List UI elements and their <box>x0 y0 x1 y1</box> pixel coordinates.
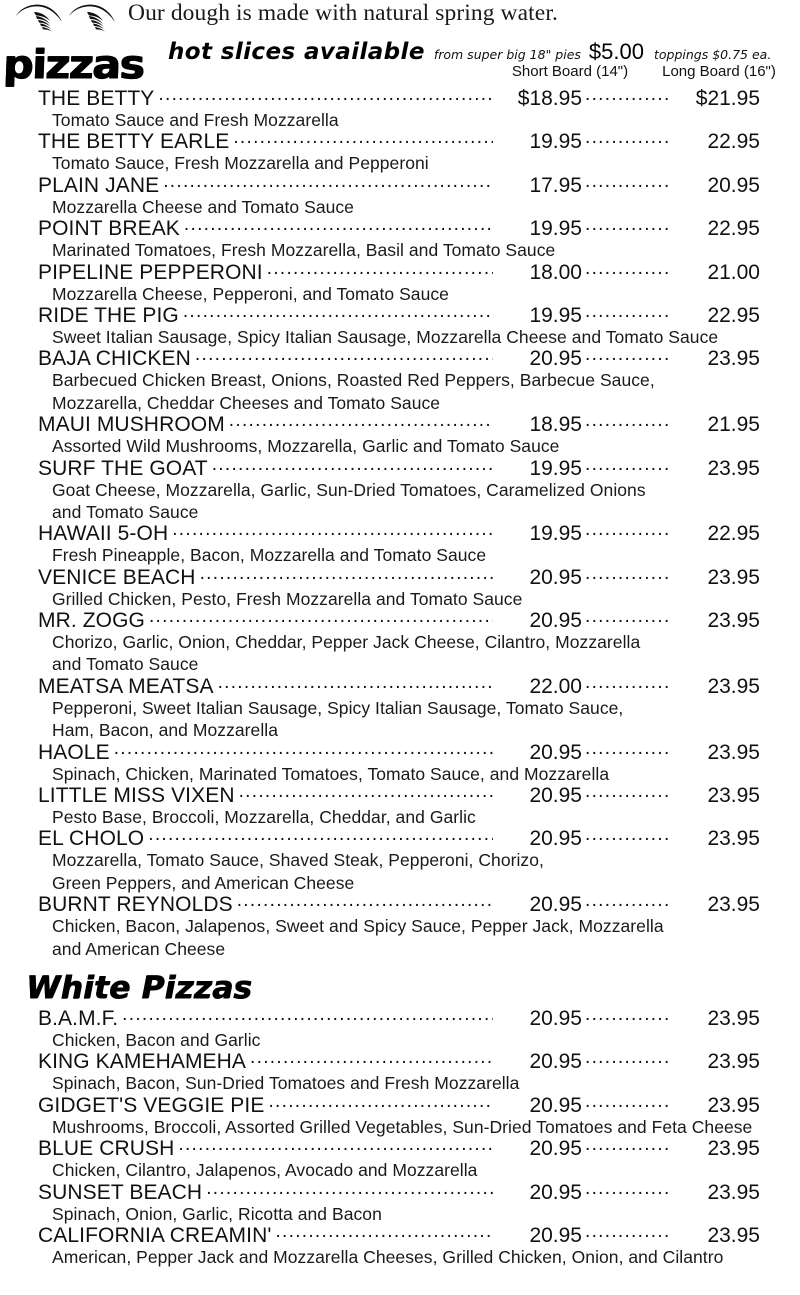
dot-leader <box>585 1183 671 1199</box>
menu-item-line <box>0 218 800 239</box>
dot-leader <box>585 1226 671 1242</box>
price-short-board: 19.95 <box>529 303 582 327</box>
menu-item <box>0 894 800 960</box>
menu-item <box>0 676 800 742</box>
price-short-board: 20.95 <box>529 347 582 371</box>
dot-leader <box>178 1139 493 1155</box>
description-line: and Tomato Sauce <box>52 501 199 522</box>
description-line: Grilled Chicken, Pesto, Fresh Mozzarella and Tomato Sauce <box>52 588 523 609</box>
price-short-board: $18.95 <box>517 87 582 110</box>
menu-item-name: THE BETTY EARLE <box>38 130 230 154</box>
hot-slices-headline: hot slices available <box>168 39 425 65</box>
dot-leader <box>237 895 493 911</box>
dot-leader <box>267 263 493 279</box>
dot-leader <box>239 786 493 802</box>
dot-leader <box>172 524 493 540</box>
menu-item-description <box>0 763 800 785</box>
section-title-row <box>0 42 800 88</box>
menu-item <box>0 1138 800 1181</box>
menu-item-line <box>0 828 800 849</box>
column-header-short-board: Short Board (14") <box>511 62 629 80</box>
price-short-board: 18.00 <box>529 260 582 284</box>
menu-item <box>0 348 800 414</box>
dot-leader <box>585 743 671 759</box>
price-long-board: 22.95 <box>707 130 760 154</box>
menu-item-name: MR. ZOGG <box>38 609 145 633</box>
price-long-board: 22.95 <box>707 522 760 546</box>
menu-item-line <box>0 262 800 283</box>
menu-item-line <box>0 175 800 196</box>
dot-leader <box>229 415 493 431</box>
double-wave-icon <box>14 3 122 33</box>
menu-item-name: LITTLE MISS VIXEN <box>38 784 235 808</box>
menu-item-description <box>0 239 800 261</box>
menu-item-description <box>0 1116 800 1138</box>
menu-item-description <box>0 196 800 218</box>
menu-item-name: PLAIN JANE <box>38 173 160 197</box>
menu-header <box>0 0 800 88</box>
dot-leader <box>275 1226 493 1242</box>
menu-item <box>0 175 800 218</box>
description-line: and American Cheese <box>52 938 226 959</box>
price-long-board: 23.95 <box>707 740 760 764</box>
menu-item-name: B.A.M.F. <box>38 1006 119 1030</box>
dot-leader <box>585 132 671 148</box>
price-short-board: 20.95 <box>529 565 582 589</box>
dot-leader <box>585 263 671 279</box>
dot-leader <box>122 1009 493 1025</box>
menu-item-name: THE BETTY <box>38 87 155 110</box>
menu-item-description <box>0 1203 800 1225</box>
menu-item-line <box>0 894 800 915</box>
dot-leader <box>585 568 671 584</box>
menu-item-name: SUNSET BEACH <box>38 1180 203 1204</box>
price-short-board: 20.95 <box>529 609 582 633</box>
dot-leader <box>585 89 671 105</box>
menu-item-line <box>0 414 800 435</box>
description-line: Chorizo, Garlic, Onion, Cheddar, Pepper Jack Cheese, Cilantro, Mozzarella <box>52 632 641 653</box>
menu-item-description <box>0 109 800 131</box>
description-line: Green Peppers, and American Cheese <box>52 872 355 893</box>
description-line: Mozzarella, Cheddar Cheeses and Tomato Sauce <box>52 392 441 413</box>
menu-item-name: CALIFORNIA CREAMIN' <box>38 1223 272 1247</box>
menu-item-description <box>0 369 800 414</box>
price-short-board: 17.95 <box>529 173 582 197</box>
price-long-board: 23.95 <box>707 347 760 371</box>
dot-leader <box>585 611 671 627</box>
menu-item <box>0 414 800 457</box>
description-line: Ham, Bacon, and Mozzarella <box>52 720 278 741</box>
menu-item <box>0 218 800 261</box>
menu-item-line <box>0 1138 800 1159</box>
dot-leader <box>184 219 493 235</box>
price-short-board: 19.95 <box>529 522 582 546</box>
price-long-board: $21.95 <box>695 87 760 110</box>
description-line: Chicken, Bacon and Garlic <box>52 1029 261 1050</box>
white-pizzas-list <box>0 1008 800 1268</box>
menu-item-description <box>0 544 800 566</box>
price-long-board: 23.95 <box>707 784 760 808</box>
menu-item-description <box>0 283 800 305</box>
dot-leader <box>585 677 671 693</box>
menu-item <box>0 305 800 348</box>
price-short-board: 19.95 <box>529 217 582 241</box>
menu-item-line <box>0 458 800 479</box>
description-line: Chicken, Cilantro, Jalapenos, Avocado and Mozzarella <box>52 1160 478 1181</box>
dot-leader <box>163 176 493 192</box>
menu-item-description <box>0 1246 800 1268</box>
dot-leader <box>585 1139 671 1155</box>
menu-item-name: EL CHOLO <box>38 827 145 851</box>
menu-item-line <box>0 567 800 588</box>
menu-item-line <box>0 676 800 697</box>
menu-item-name: KING KAMEHAMEHA <box>38 1050 247 1074</box>
price-long-board: 23.95 <box>707 456 760 480</box>
description-line: and Tomato Sauce <box>52 654 199 675</box>
price-long-board: 23.95 <box>707 827 760 851</box>
menu-item-line <box>0 1225 800 1246</box>
menu-item-description <box>0 1029 800 1051</box>
menu-item-description <box>0 849 800 894</box>
description-line: Mushrooms, Broccoli, Assorted Grilled Vegetables, Sun-Dried Tomatoes and Feta Cheese <box>52 1116 753 1137</box>
dot-leader <box>206 1183 493 1199</box>
price-short-board: 19.95 <box>529 456 582 480</box>
price-long-board: 22.95 <box>707 303 760 327</box>
description-line: Barbecued Chicken Breast, Onions, Roasted Red Peppers, Barbecue Sauce, <box>52 370 655 391</box>
menu-item-description <box>0 806 800 828</box>
description-line: Spinach, Onion, Garlic, Ricotta and Bacon <box>52 1203 382 1224</box>
dot-leader <box>114 743 493 759</box>
menu-item <box>0 1095 800 1138</box>
menu-item-line <box>0 88 800 109</box>
price-short-board: 20.95 <box>529 1223 582 1247</box>
description-line: Marinated Tomatoes, Fresh Mozzarella, Basil and Tomato Sauce <box>52 240 556 261</box>
price-long-board: 23.95 <box>707 609 760 633</box>
menu-item <box>0 785 800 828</box>
price-long-board: 23.95 <box>707 674 760 698</box>
menu-item-name: BURNT REYNOLDS <box>38 893 233 917</box>
description-line: Spinach, Bacon, Sun-Dried Tomatoes and Fresh Mozzarella <box>52 1073 520 1094</box>
page-title: pizzas <box>1 42 145 88</box>
menu-item-name: BAJA CHICKEN <box>38 347 191 371</box>
menu-item-name: PIPELINE PEPPERONI <box>38 260 263 284</box>
price-long-board: 23.95 <box>707 893 760 917</box>
price-long-board: 22.95 <box>707 217 760 241</box>
dot-leader <box>585 306 671 322</box>
price-long-board: 23.95 <box>707 565 760 589</box>
menu-item-name: MAUI MUSHROOM <box>38 413 225 437</box>
menu-item <box>0 1051 800 1094</box>
dot-leader <box>148 829 493 845</box>
dot-leader <box>585 349 671 365</box>
price-short-board: 20.95 <box>529 1137 582 1161</box>
description-line: Chicken, Bacon, Jalapenos, Sweet and Spicy Sauce, Pepper Jack, Mozzarella <box>52 916 664 937</box>
menu-item <box>0 1008 800 1051</box>
menu-item-line <box>0 1008 800 1029</box>
menu-item-line <box>0 305 800 326</box>
price-long-board: 23.95 <box>707 1137 760 1161</box>
toppings-price: toppings $0.75 ea. <box>653 47 772 62</box>
description-line: Mozzarella, Tomato Sauce, Shaved Steak, Pepperoni, Chorizo, <box>52 850 544 871</box>
tagline-row <box>0 0 800 33</box>
dot-leader <box>585 1052 671 1068</box>
dot-leader <box>149 611 493 627</box>
menu-item <box>0 523 800 566</box>
menu-item-name: SURF THE GOAT <box>38 456 208 480</box>
dot-leader <box>585 786 671 802</box>
price-long-board: 23.95 <box>707 1006 760 1030</box>
menu-item-description <box>0 697 800 742</box>
dot-leader <box>585 524 671 540</box>
menu-item-name: BLUE CRUSH <box>38 1137 175 1161</box>
menu-item <box>0 131 800 174</box>
dot-leader <box>233 132 493 148</box>
description-line: Pesto Base, Broccoli, Mozzarella, Cheddar, and Garlic <box>52 807 476 828</box>
menu-item <box>0 1182 800 1225</box>
menu-item-name: HAOLE <box>38 740 110 764</box>
price-long-board: 21.00 <box>707 260 760 284</box>
price-long-board: 23.95 <box>707 1223 760 1247</box>
menu-item-line <box>0 1051 800 1072</box>
tagline-text: Our dough is made with natural spring water. <box>128 0 558 26</box>
menu-item-line <box>0 610 800 631</box>
price-long-board: 21.95 <box>707 413 760 437</box>
menu-item <box>0 262 800 305</box>
menu-item-line <box>0 348 800 369</box>
menu-item-description <box>0 1072 800 1094</box>
dot-leader <box>250 1052 493 1068</box>
menu-item <box>0 458 800 524</box>
dot-leader <box>183 306 493 322</box>
menu-item-line <box>0 131 800 152</box>
menu-item-name: MEATSA MEATSA <box>38 674 214 698</box>
menu-item <box>0 610 800 676</box>
price-short-board: 20.95 <box>529 1006 582 1030</box>
description-line: Tomato Sauce and Fresh Mozzarella <box>52 110 339 130</box>
description-line: Sweet Italian Sausage, Spicy Italian Sausage, Mozzarella Cheese and Tomato Sauce <box>52 326 719 347</box>
hot-slices-subtext: from super big 18" pies <box>433 47 581 62</box>
menu-item-line <box>0 742 800 763</box>
white-pizzas-heading: White Pizzas <box>26 969 252 1006</box>
price-short-board: 19.95 <box>529 130 582 154</box>
menu-item-line <box>0 523 800 544</box>
description-line: Spinach, Chicken, Marinated Tomatoes, Tomato Sauce, and Mozzarella <box>52 763 610 784</box>
dot-leader <box>585 415 671 431</box>
dot-leader <box>195 349 493 365</box>
hot-slices-price: $5.00 <box>588 39 644 64</box>
menu-item-description <box>0 435 800 457</box>
pizzas-list <box>0 88 800 960</box>
menu-item <box>0 1225 800 1268</box>
menu-item-name: HAWAII 5-OH <box>38 522 169 546</box>
price-short-board: 20.95 <box>529 1050 582 1074</box>
price-short-board: 20.95 <box>529 1093 582 1117</box>
menu-item-line <box>0 1095 800 1116</box>
dot-leader <box>585 176 671 192</box>
menu-item-description <box>0 152 800 174</box>
dot-leader <box>218 677 493 693</box>
menu-item <box>0 742 800 785</box>
price-long-board: 23.95 <box>707 1180 760 1204</box>
dot-leader <box>585 459 671 475</box>
price-short-board: 20.95 <box>529 1180 582 1204</box>
price-short-board: 20.95 <box>529 740 582 764</box>
price-long-board: 20.95 <box>707 173 760 197</box>
price-short-board: 20.95 <box>529 893 582 917</box>
description-line: Mozzarella Cheese, Pepperoni, and Tomato Sauce <box>52 283 449 304</box>
menu-item <box>0 88 800 131</box>
dot-leader <box>268 1096 493 1112</box>
dot-leader <box>585 829 671 845</box>
price-short-board: 20.95 <box>529 784 582 808</box>
column-header-long-board: Long Board (16") <box>662 62 776 80</box>
menu-item-name: GIDGET'S VEGGIE PIE <box>38 1093 265 1117</box>
menu-item-description <box>0 588 800 610</box>
price-long-board: 23.95 <box>707 1050 760 1074</box>
price-column-headers <box>496 63 800 84</box>
price-short-board: 22.00 <box>529 674 582 698</box>
menu-item-description <box>0 326 800 348</box>
price-short-board: 18.95 <box>529 413 582 437</box>
description-line: Goat Cheese, Mozzarella, Garlic, Sun-Dried Tomatoes, Caramelized Onions <box>52 479 646 500</box>
description-line: Pepperoni, Sweet Italian Sausage, Spicy Italian Sausage, Tomato Sauce, <box>52 697 624 718</box>
menu-item-line <box>0 1182 800 1203</box>
description-line: Fresh Pineapple, Bacon, Mozzarella and Tomato Sauce <box>52 545 487 566</box>
dot-leader <box>200 568 493 584</box>
description-line: Tomato Sauce, Fresh Mozzarella and Pepperoni <box>52 153 429 174</box>
dot-leader <box>585 219 671 235</box>
price-short-board: 20.95 <box>529 827 582 851</box>
menu-item-description <box>0 479 800 524</box>
description-line: Mozzarella Cheese and Tomato Sauce <box>52 196 354 217</box>
menu-item-name: POINT BREAK <box>38 217 180 241</box>
description-line: Assorted Wild Mushrooms, Mozzarella, Garlic and Tomato Sauce <box>52 436 560 457</box>
dot-leader <box>212 459 493 475</box>
menu-item-name: RIDE THE PIG <box>38 303 179 327</box>
menu-item-name: VENICE BEACH <box>38 565 196 589</box>
menu-item <box>0 828 800 894</box>
dot-leader <box>585 1009 671 1025</box>
dot-leader <box>585 895 671 911</box>
price-long-board: 23.95 <box>707 1093 760 1117</box>
description-line: American, Pepper Jack and Mozzarella Cheeses, Grilled Chicken, Onion, and Cilantro <box>52 1246 724 1267</box>
menu-item-description <box>0 915 800 960</box>
dot-leader <box>585 1096 671 1112</box>
menu-item-description <box>0 631 800 676</box>
dot-leader <box>158 89 493 105</box>
menu-item-line <box>0 785 800 806</box>
menu-item <box>0 567 800 610</box>
menu-item-description <box>0 1159 800 1181</box>
